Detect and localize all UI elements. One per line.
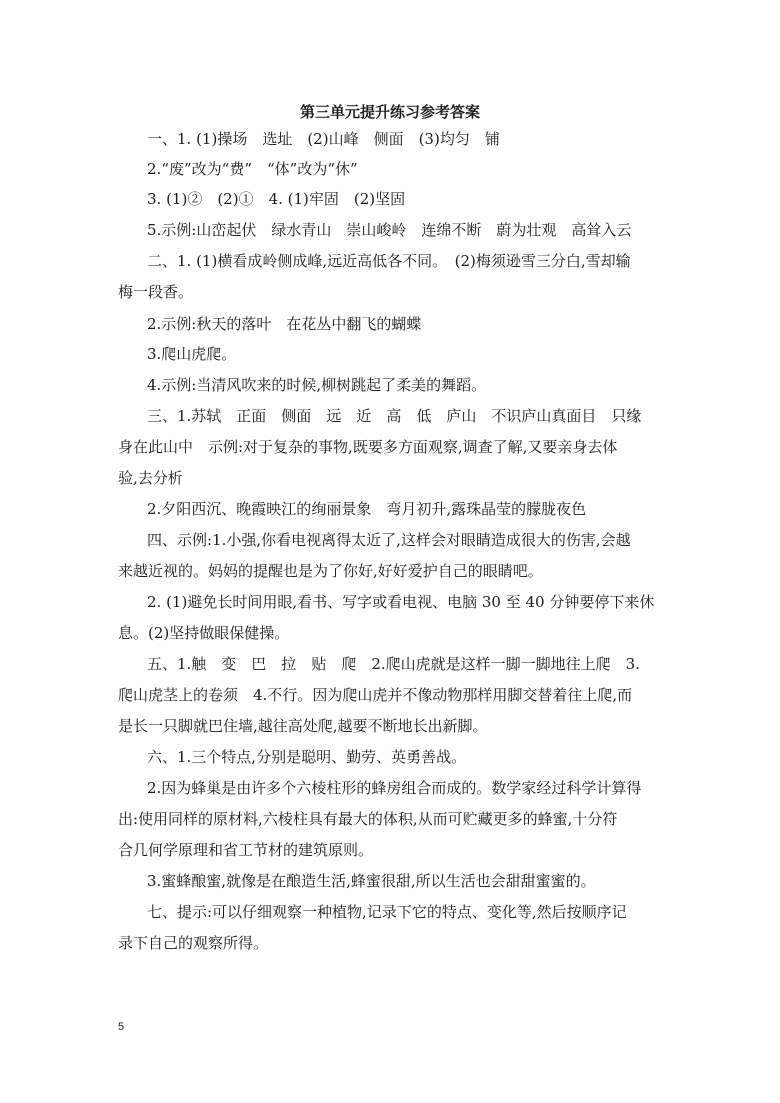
answer-line: 四、示例:1.小强,你看电视离得太近了,这样会对眼睛造成很大的伤害,会越: [147, 531, 631, 549]
answer-line: 合几何学原理和省工节材的建筑原则。: [118, 841, 374, 859]
answer-line: 身在此山中 示例:对于复杂的事物,既要多方面观察,调查了解,又要亲身去体: [118, 438, 618, 456]
answer-line: 六、1.三个特点,分别是聪明、勤劳、英勇善战。: [147, 748, 467, 766]
answer-line: 出:使用同样的原材料,六棱柱具有最大的体积,从而可贮藏更多的蜂蜜,十分符: [118, 810, 618, 828]
answer-line: 2.示例:秋天的落叶 在花丛中翻飞的蝴蝶: [147, 315, 422, 333]
answer-line: 七、提示:可以仔细观察一种植物,记录下它的特点、变化等,然后按顺序记: [147, 903, 627, 921]
answer-line: 3.爬山虎爬。: [147, 345, 237, 363]
answer-line: 录下自己的观察所得。: [118, 934, 269, 952]
answer-line: 一、1. (1)操场 选址 (2)山峰 侧面 (3)均匀 铺: [147, 130, 500, 148]
answer-line: 2.因为蜂巢是由许多个六棱柱形的蜂房组合而成的。数学家经过科学计算得: [147, 779, 642, 797]
answer-line: 2. (1)避免长时间用眼,看书、写字或看电视、电脑 30 至 40 分钟要停下来休: [147, 593, 655, 611]
answer-line: 验,去分析: [118, 469, 183, 487]
answer-line: 4.示例:当清风吹来的时候,柳树跳起了柔美的舞蹈。: [147, 376, 487, 394]
answer-line: 3.蜜蜂酿蜜,就像是在酿造生活,蜂蜜很甜,所以生活也会甜甜蜜蜜的。: [147, 872, 596, 890]
page-number: 5: [118, 1021, 125, 1033]
answer-line: 3. (1)② (2)① 4. (1)牢固 (2)坚固: [147, 190, 406, 208]
answer-line: 来越近视的。妈妈的提醒也是为了你好,好好爱护自己的眼睛吧。: [118, 562, 543, 580]
answer-line: 爬山虎茎上的卷须 4.不行。因为爬山虎并不像动物那样用脚交替着往上爬,而: [118, 686, 633, 704]
answer-line: 是长一只脚就巴住墙,越往高处爬,越要不断地长出新脚。: [118, 717, 488, 735]
page-title: 第三单元提升练习参考答案: [299, 103, 480, 121]
answer-line: 2.“废”改为“费” “体”改为“休”: [147, 160, 358, 178]
answer-line: 5.示例:山峦起伏 绿水青山 崇山峻岭 连绵不断 蔚为壮观 高耸入云: [147, 221, 632, 239]
answer-line: 二、1. (1)横看成岭侧成峰,远近高低各不同。 (2)梅须逊雪三分白,雪却输: [147, 252, 631, 270]
answer-line: 五、1.触 变 巴 拉 贴 爬 2.爬山虎就是这样一脚一脚地往上爬 3.: [147, 655, 640, 673]
answer-line: 三、1.苏轼 正面 侧面 远 近 高 低 庐山 不识庐山真面目 只缘: [147, 407, 642, 425]
answer-line: 2.夕阳西沉、晚霞映江的绚丽景象 弯月初升,露珠晶莹的朦胧夜色: [147, 500, 587, 518]
answer-line: 息。(2)坚持做眼保健操。: [118, 624, 290, 642]
answer-line: 梅一段香。: [118, 283, 194, 301]
